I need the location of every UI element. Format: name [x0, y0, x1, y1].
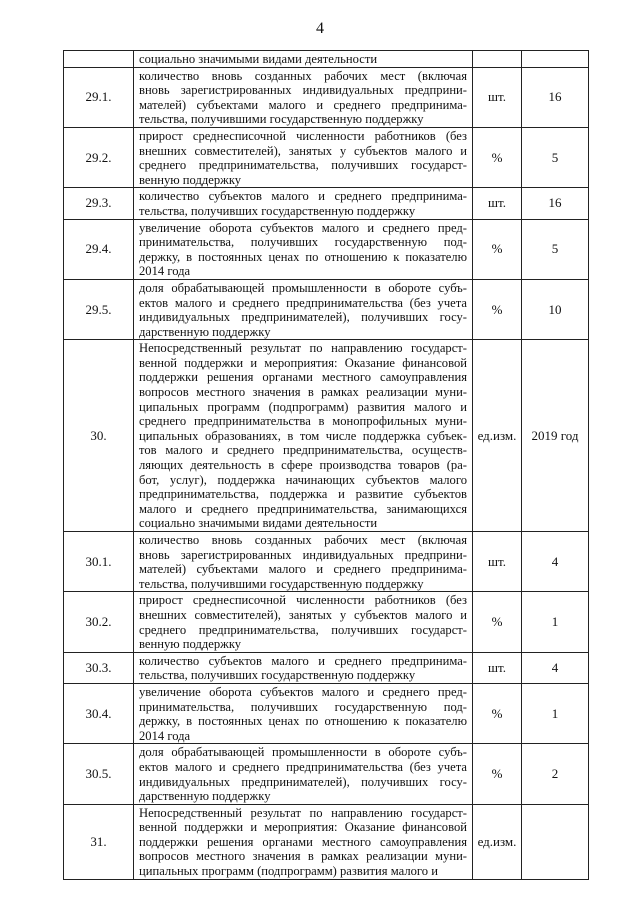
- unit-value: %: [491, 301, 503, 317]
- indicator-text-line: предпринимательства, поддержка и развитие субъектов: [139, 487, 467, 502]
- indicator-text-line: внешних совместителей), занятых у субъектов малого и: [139, 607, 467, 622]
- indicator-cell: [134, 127, 473, 187]
- indicator-text-line: бот, услуг), поддержка начинающих субъектов малого: [139, 472, 467, 487]
- indicator-text-line: ципальных программ (подпрограмм) развития малого и: [139, 864, 438, 879]
- row-number-cell: [64, 340, 134, 532]
- row-number-cell: [64, 67, 134, 127]
- indicator-value: 2: [551, 766, 559, 781]
- row-number: 29.1.: [85, 89, 112, 105]
- unit-cell: [473, 188, 522, 219]
- indicator-text-line: принимательства, получивших государственную под-: [139, 699, 467, 714]
- unit-cell: [473, 219, 522, 279]
- unit-cell: [473, 127, 522, 187]
- unit-value: %: [491, 241, 503, 257]
- indicator-text-line: вопросов местного значения в рамках реализации муни-: [139, 849, 467, 864]
- row-number-cell: [64, 744, 134, 804]
- indicators-table-body: [64, 51, 589, 880]
- unit-cell: [473, 652, 522, 683]
- indicator-text: [134, 592, 472, 651]
- indicator-text: [134, 68, 472, 127]
- value-cell: [522, 51, 589, 68]
- indicator-text-line: венной поддержки и мероприятия: Оказание финансовой: [139, 820, 467, 835]
- unit-value: ед.изм.: [477, 427, 517, 443]
- row-number-cell: [64, 683, 134, 743]
- indicator-value: 1: [551, 705, 559, 721]
- indicator-text: [134, 684, 472, 743]
- table-row: [64, 51, 589, 68]
- indicator-text-line: среднего предпринимательства, получивших государст-: [139, 158, 467, 173]
- row-number: 29.3.: [85, 195, 112, 211]
- indicator-text-line: вопросов местного значения в рамках реализации муни-: [139, 385, 467, 400]
- indicator-text-line: ектов малого и среднего предпринимательства (без учета: [139, 759, 467, 774]
- indicator-value: 16: [548, 89, 562, 105]
- indicator-text: [134, 340, 472, 531]
- indicator-value: 5: [551, 149, 559, 165]
- indicator-text-line: внешних совместителей), занятых у субъектов малого и: [139, 143, 467, 158]
- row-number: 30.4.: [85, 705, 112, 721]
- table-row: [64, 219, 589, 279]
- indicator-text-line: количество вновь созданных рабочих мест (включая: [139, 533, 467, 547]
- table-row: [64, 804, 589, 879]
- table-row: [64, 652, 589, 683]
- indicator-cell: [134, 744, 473, 804]
- indicator-cell: [134, 219, 473, 279]
- unit-value: шт.: [488, 195, 506, 211]
- row-number-cell: [64, 51, 134, 68]
- indicator-text-line: тельства, получивших государственную поддержку: [139, 668, 416, 683]
- unit-value: %: [491, 766, 503, 781]
- indicator-value: 5: [551, 241, 559, 257]
- value-cell: [522, 340, 589, 532]
- table-row: [64, 188, 589, 219]
- indicator-text-line: поддержки решения органами местного самоуправления: [139, 370, 467, 385]
- indicator-text: [134, 188, 472, 218]
- table-row: [64, 279, 589, 339]
- value-cell: [522, 67, 589, 127]
- row-number-cell: [64, 279, 134, 339]
- unit-cell: [473, 51, 522, 68]
- indicator-text: [134, 280, 472, 339]
- indicator-text: [134, 653, 472, 683]
- row-number: 30.5.: [85, 766, 112, 781]
- indicator-text-line: Непосредственный результат по направлению государст-: [139, 341, 467, 356]
- indicator-text-line: увеличение оборота субъектов малого и среднего пред-: [139, 684, 467, 699]
- unit-cell: [473, 532, 522, 592]
- indicator-text-line: тельства, получившими государственную поддержку: [139, 112, 424, 127]
- unit-value: %: [491, 149, 503, 165]
- indicator-text-line: прирост среднесписочной численности работников (без: [139, 128, 467, 143]
- indicator-cell: [134, 67, 473, 127]
- value-cell: [522, 744, 589, 804]
- indicator-value: 10: [548, 301, 562, 317]
- table-row: [64, 592, 589, 652]
- unit-cell: [473, 592, 522, 652]
- indicator-value: 4: [551, 659, 559, 675]
- indicator-text-line: среднего предпринимательства в монопрофильных муни-: [139, 414, 467, 429]
- unit-value: ед.изм.: [477, 833, 517, 849]
- table-row: [64, 127, 589, 187]
- indicator-value: 2019 год: [531, 427, 579, 443]
- indicator-text: [134, 532, 472, 591]
- indicator-text-line: доля обрабатывающей промышленности в обороте субъ-: [139, 280, 467, 295]
- indicator-text-line: среднего предпринимательства, получивших государст-: [139, 622, 467, 637]
- indicator-text-line: венной поддержки и мероприятия: Оказание финансовой: [139, 355, 467, 370]
- indicator-cell: [134, 51, 473, 68]
- indicator-text-line: количество вновь созданных рабочих мест (включая: [139, 68, 467, 83]
- indicator-text-line: вновь зарегистрированных индивидуальных предприни-: [139, 83, 467, 98]
- indicator-text-line: принимательства, получивших государственную под-: [139, 235, 467, 250]
- unit-value: %: [491, 614, 503, 630]
- unit-cell: [473, 340, 522, 532]
- indicator-text-line: ципальных программ (подпрограмм) развития малого и: [139, 399, 467, 414]
- indicator-text: [134, 220, 472, 279]
- indicator-text-line: мателей) субъектами малого и среднего предпринима-: [139, 562, 467, 577]
- indicator-text-line: тельства, получивших государственную поддержку: [139, 203, 416, 218]
- row-number-cell: [64, 804, 134, 879]
- page-number: 4: [316, 20, 324, 37]
- row-number-cell: [64, 219, 134, 279]
- row-number: 31.: [90, 833, 107, 849]
- row-number: 30.: [90, 427, 107, 443]
- indicator-text-line: 2014 года: [139, 728, 191, 743]
- indicator-cell: [134, 683, 473, 743]
- row-number-cell: [64, 188, 134, 219]
- indicator-text-line: венную поддержку: [139, 637, 242, 652]
- unit-cell: [473, 744, 522, 804]
- indicator-text-line: ектов малого и среднего предпринимательства (без учета: [139, 295, 467, 310]
- value-cell: [522, 219, 589, 279]
- indicator-text-line: вновь зарегистрированных индивидуальных предприни-: [139, 547, 467, 562]
- indicator-text-line: ципальных образованиях, в том числе поддержка субъек-: [139, 428, 467, 443]
- indicator-text-line: держку, в постоянных ценах по отношению к показателю: [139, 249, 467, 264]
- row-number: 29.2.: [85, 149, 112, 165]
- indicator-cell: [134, 188, 473, 219]
- row-number-cell: [64, 127, 134, 187]
- indicator-text-line: увеличение оборота субъектов малого и среднего пред-: [139, 220, 467, 235]
- table-row: [64, 340, 589, 532]
- indicator-cell: [134, 652, 473, 683]
- unit-value: %: [491, 705, 503, 721]
- row-number: 30.2.: [85, 614, 112, 630]
- unit-value: шт.: [488, 553, 506, 569]
- indicator-text-line: дарственную поддержку: [139, 324, 271, 339]
- indicator-text-line: тов малого и среднего предпринимательства, осуществ-: [139, 443, 467, 458]
- indicator-cell: [134, 279, 473, 339]
- indicator-value: 16: [548, 195, 562, 211]
- indicator-text-line: индивидуальных предпринимателей), получивших госу-: [139, 310, 467, 325]
- indicator-text-line: 2014 года: [139, 264, 191, 279]
- indicator-cell: [134, 340, 473, 532]
- indicator-value: 4: [551, 553, 559, 569]
- unit-cell: [473, 804, 522, 879]
- indicator-text-line: Непосредственный результат по направлению государст-: [139, 805, 467, 820]
- table-row: [64, 67, 589, 127]
- indicator-text-line: социально значимыми видами деятельности: [139, 52, 378, 66]
- indicator-text-line: тельства, получившими государственную поддержку: [139, 576, 424, 591]
- row-number: 30.3.: [85, 659, 112, 675]
- value-cell: [522, 683, 589, 743]
- indicator-cell: [134, 532, 473, 592]
- indicator-text-line: ляющих деятельность в сфере производства товаров (ра-: [139, 458, 467, 473]
- row-number: 29.4.: [85, 241, 112, 257]
- unit-value: шт.: [488, 89, 506, 105]
- indicator-cell: [134, 804, 473, 879]
- indicator-text-line: дарственную поддержку: [139, 789, 271, 804]
- indicator-text: [134, 805, 472, 879]
- indicator-text-line: доля обрабатывающей промышленности в обороте субъ-: [139, 745, 467, 760]
- indicator-text: [134, 128, 472, 187]
- value-cell: [522, 804, 589, 879]
- unit-cell: [473, 279, 522, 339]
- row-number-cell: [64, 592, 134, 652]
- value-cell: [522, 592, 589, 652]
- value-cell: [522, 127, 589, 187]
- indicator-text-line: индивидуальных предпринимателей), получивших госу-: [139, 774, 467, 789]
- row-number: 30.1.: [85, 553, 112, 569]
- indicator-text-line: количество субъектов малого и среднего предпринима-: [139, 189, 467, 204]
- table-row: [64, 532, 589, 592]
- indicator-text-line: мателей) субъектами малого и среднего предпринима-: [139, 97, 467, 112]
- row-number-cell: [64, 532, 134, 592]
- table-row: [64, 744, 589, 804]
- value-cell: [522, 279, 589, 339]
- value-cell: [522, 652, 589, 683]
- unit-value: шт.: [488, 659, 506, 675]
- indicator-text-line: социально значимыми видами деятельности: [139, 516, 378, 531]
- indicator-text-line: держку, в постоянных ценах по отношению к показателю: [139, 714, 467, 729]
- indicator-text-line: венную поддержку: [139, 172, 242, 187]
- indicator-text-line: поддержки решения органами местного самоуправления: [139, 834, 467, 849]
- unit-cell: [473, 67, 522, 127]
- unit-cell: [473, 683, 522, 743]
- indicator-cell: [134, 592, 473, 652]
- indicator-text: [134, 744, 472, 803]
- table-row: [64, 683, 589, 743]
- row-number-cell: [64, 652, 134, 683]
- indicator-text: [134, 51, 472, 67]
- indicators-table: [63, 50, 589, 880]
- value-cell: [522, 532, 589, 592]
- indicator-text-line: прирост среднесписочной численности работников (без: [139, 593, 467, 608]
- value-cell: [522, 188, 589, 219]
- row-number: 29.5.: [85, 301, 112, 317]
- indicator-text-line: малого и среднего предпринимательства, занимающихся: [139, 501, 467, 516]
- indicator-text-line: количество субъектов малого и среднего предпринима-: [139, 653, 467, 668]
- indicator-value: 1: [551, 614, 559, 630]
